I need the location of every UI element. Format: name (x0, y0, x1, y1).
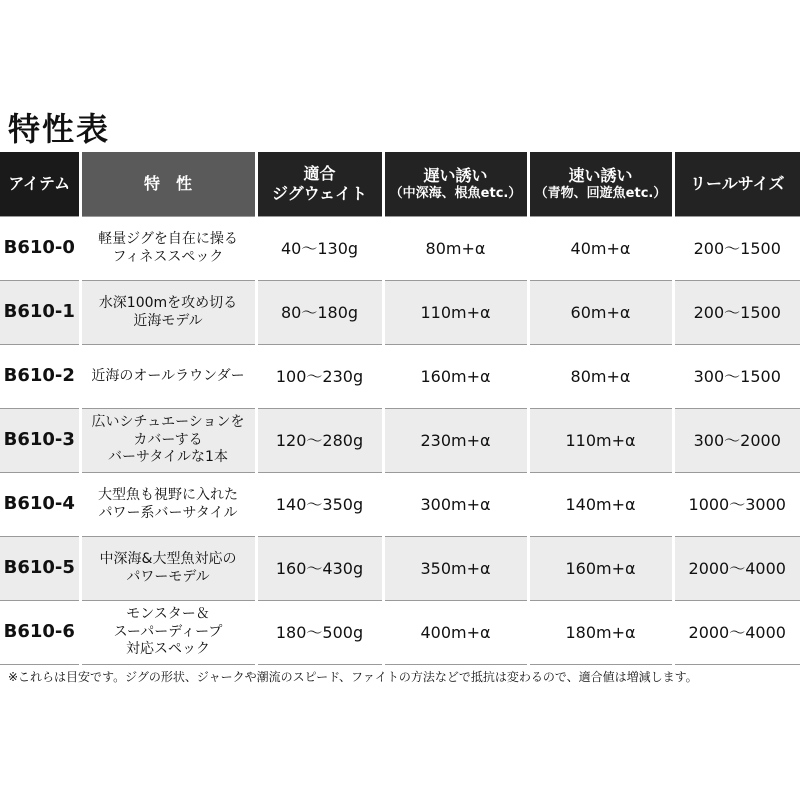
reel-size-cell: 300～1500 (673, 345, 800, 409)
table-row (0, 473, 800, 537)
header-fast-line1: 速い誘い (568, 165, 633, 185)
feature-line: フィネススペック (112, 248, 224, 265)
item-cell: B610-1 (0, 281, 80, 345)
jig-weight-cell: 100～230g (256, 345, 383, 409)
table-row (0, 345, 800, 409)
item-cell: B610-5 (0, 537, 80, 601)
fast-retrieve-cell: 160m+α (528, 537, 673, 601)
header-feature-label: 特 性 (143, 174, 192, 193)
jig-weight-cell: 80～180g (256, 281, 383, 345)
table-row (0, 409, 800, 473)
table-body (0, 217, 800, 665)
header-jig-weight-line2: ジグウェイト (271, 184, 368, 203)
table-row (0, 601, 800, 665)
feature-line: 中深海&大型魚対応の (99, 551, 237, 567)
header-reel (673, 152, 800, 217)
item-cell: B610-0 (0, 217, 80, 281)
header-slow (383, 152, 528, 217)
feature-cell (80, 409, 256, 473)
slow-retrieve-cell: 160m+α (383, 345, 528, 409)
page-title: 特性表 (8, 110, 111, 148)
feature-cell (80, 537, 256, 601)
feature-cell (80, 345, 256, 409)
header-slow-line2: （中深海、根魚etc.） (389, 185, 522, 201)
header-item-label: アイテム (8, 174, 71, 193)
feature-line: パワー系バーサタイル (98, 504, 238, 521)
fast-retrieve-cell: 40m+α (528, 217, 673, 281)
header-item (0, 152, 80, 217)
table-row (0, 537, 800, 601)
feature-line: 対応スペック (126, 641, 210, 658)
reel-size-cell: 200～1500 (673, 217, 800, 281)
fast-retrieve-cell: 60m+α (528, 281, 673, 345)
reel-size-cell: 2000～4000 (673, 537, 800, 601)
jig-weight-cell: 180～500g (256, 601, 383, 665)
feature-cell (80, 473, 256, 537)
header-reel-label: リールサイズ (690, 174, 785, 193)
item-cell: B610-2 (0, 345, 80, 409)
table-row (0, 217, 800, 281)
slow-retrieve-cell: 400m+α (383, 601, 528, 665)
jig-weight-cell: 120～280g (256, 409, 383, 473)
reel-size-cell: 200～1500 (673, 281, 800, 345)
feature-line: バーサタイルな1本 (108, 449, 228, 466)
header-fast-line2: （青物、回遊魚etc.） (534, 185, 667, 201)
feature-line: カバーする (133, 431, 203, 448)
slow-retrieve-cell: 350m+α (383, 537, 528, 601)
feature-line: 水深100mを攻め切る (98, 295, 238, 311)
slow-retrieve-cell: 300m+α (383, 473, 528, 537)
header-jig-weight (256, 152, 383, 217)
slow-retrieve-cell: 110m+α (383, 281, 528, 345)
feature-cell (80, 281, 256, 345)
table-row (0, 281, 800, 345)
item-cell: B610-4 (0, 473, 80, 537)
feature-line: 近海モデル (133, 312, 203, 329)
jig-weight-cell: 40～130g (256, 217, 383, 281)
reel-size-cell: 1000～3000 (673, 473, 800, 537)
jig-weight-cell: 160～430g (256, 537, 383, 601)
fast-retrieve-cell: 80m+α (528, 345, 673, 409)
feature-line: 軽量ジグを自在に操る (98, 231, 238, 247)
jig-weight-cell: 140～350g (256, 473, 383, 537)
reel-size-cell: 300～2000 (673, 409, 800, 473)
feature-line: 大型魚も視野に入れた (98, 487, 238, 503)
fast-retrieve-cell: 110m+α (528, 409, 673, 473)
header-feature (80, 152, 256, 217)
footnote: ※これらは目安です。ジグの形状、ジャークや潮流のスピード、ファイトの方法などで抵抗は変わるので、適合値は増減します。 (8, 670, 698, 684)
feature-line: スーパーディープ (113, 623, 223, 640)
header-slow-line1: 遅い誘い (423, 165, 488, 185)
feature-cell (80, 601, 256, 665)
spec-table (0, 152, 800, 665)
feature-line: 近海のオールラウンダー (91, 367, 245, 384)
header-jig-weight-line1: 適合 (303, 164, 336, 183)
fast-retrieve-cell: 180m+α (528, 601, 673, 665)
feature-line: 広いシチュエーションを (91, 414, 245, 431)
table-header-row (0, 152, 800, 217)
feature-line: モンスター＆ (126, 606, 210, 623)
item-cell: B610-3 (0, 409, 80, 473)
slow-retrieve-cell: 80m+α (383, 217, 528, 281)
fast-retrieve-cell: 140m+α (528, 473, 673, 537)
feature-cell (80, 217, 256, 281)
header-fast (528, 152, 673, 217)
reel-size-cell: 2000～4000 (673, 601, 800, 665)
slow-retrieve-cell: 230m+α (383, 409, 528, 473)
item-cell: B610-6 (0, 601, 80, 665)
feature-line: パワーモデル (126, 568, 210, 585)
